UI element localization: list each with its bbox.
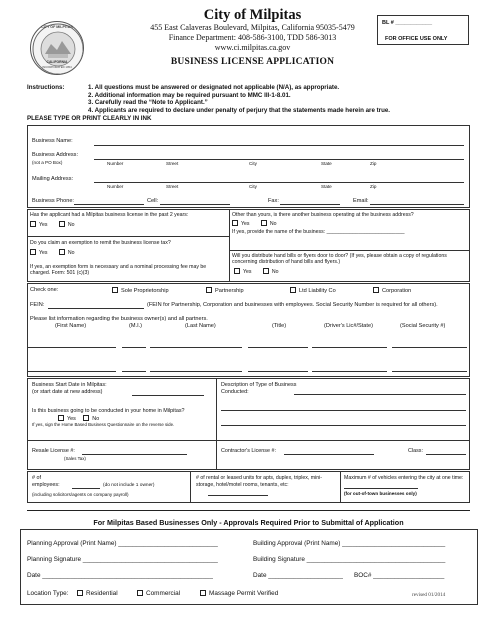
fax-label: Fax: [268, 198, 279, 204]
owner1-ssn-field[interactable] [392, 347, 467, 348]
date-right-field[interactable]: Date _____________________ [253, 572, 343, 579]
other-business-name[interactable]: If yes, provide the name of the business: ___________________________ [232, 229, 405, 235]
past-license-yes-checkbox[interactable] [30, 221, 36, 227]
no-label: No [271, 269, 279, 275]
other-business-question: Other than yours, is there another business operating at the business address? [232, 212, 414, 218]
instruction-1: 1. All questions must be answered or designated not applicable (N/A), as appropriate. [88, 84, 340, 91]
seal-text-state: CALIFORNIA [46, 60, 68, 64]
other-business-options [232, 220, 277, 227]
owner-col-license: (Driver's Lic#/State) [324, 323, 373, 329]
header [140, 7, 365, 67]
residential-checkbox[interactable] [77, 590, 83, 596]
flyers-question: Will you distribute hand bills or flyers door to door? (If yes, please obtain a copy of regulations concerning distribution of hand bills and flyers.) [232, 253, 447, 266]
seal-text-inc: INCORPORATED 1954 [42, 65, 72, 69]
home-no-checkbox[interactable] [83, 415, 89, 421]
partnership-label: Partnership [215, 288, 244, 294]
mailing-address-field[interactable] [94, 182, 464, 183]
resale-license-field[interactable] [82, 454, 187, 455]
details-vdivider [216, 378, 217, 470]
description-field-2[interactable] [221, 410, 466, 411]
business-info-section [27, 125, 470, 208]
fax-field[interactable] [280, 204, 340, 205]
print-clearly: PLEASE TYPE OR PRINT CLEARLY IN INK [27, 115, 152, 122]
no-label: No [269, 221, 277, 227]
owner1-mi-field[interactable] [122, 347, 146, 348]
form-title: BUSINESS LICENSE APPLICATION [170, 57, 335, 67]
employees-field[interactable] [72, 488, 100, 489]
revised-date: revised 01/2014 [412, 592, 446, 598]
mail-col-number-label: Number [107, 184, 124, 189]
past-license-options [30, 221, 75, 228]
yes-label: Yes [39, 250, 48, 256]
contractor-license-label: Contractor's License #: [221, 448, 276, 454]
instruction-4: 4. Applicants are required to declare under penalty of perjury that the statements made herein are true. [88, 106, 391, 114]
no-label: No [67, 250, 75, 256]
yes-label: Yes [243, 269, 252, 275]
sole-proprietorship-checkbox[interactable] [112, 287, 118, 293]
owner1-last-field[interactable] [150, 347, 242, 348]
instruction-3: 3. Carefully read the “Note to Applicant.” [88, 99, 208, 107]
contractor-license-field[interactable] [284, 454, 374, 455]
exemption-options [30, 249, 75, 256]
rental-units-label: # of rental or leased units for apts, duplex, triplex, mini-storage, hotel/motel rooms, tenants, etc: [196, 475, 323, 488]
rental-units-field[interactable] [208, 495, 268, 496]
vehicles-note: (for out-of-town businesses only) [344, 491, 417, 496]
department-phone: Finance Department: 408-586-3100, TDD 586-3013 [168, 33, 337, 42]
fein-note: (FEIN for Partnership, Corporation and businesses with employees. Social Security Number is required for all others). [147, 302, 438, 308]
exemption-question: Do you claim an exemption to remit the business license tax? [30, 240, 171, 246]
website: www.ci.milpitas.ca.gov [214, 43, 291, 52]
exemption-note: If yes, an exemption form is necessary and a nominal processing fee may be charged. Form: 501 (c)(3) [30, 264, 207, 277]
questions-hdivider-right [229, 250, 470, 251]
details-hdivider [27, 440, 470, 441]
mail-col-street-label: Street [166, 184, 179, 189]
col-state-label: State [321, 161, 332, 166]
owner-col-first: (First Name) [55, 323, 87, 329]
employees-note: (do not include 1 owner) [103, 483, 155, 488]
city-name: City of Milpitas [203, 7, 302, 23]
owner-col-mi: (M.I.) [129, 323, 143, 329]
description-field-3[interactable] [221, 425, 466, 426]
location-residential[interactable] [77, 590, 118, 597]
office-use-box [377, 15, 469, 45]
cell-field[interactable] [160, 204, 230, 205]
partnership-checkbox[interactable] [206, 287, 212, 293]
owner-col-ssn: (Social Security #) [400, 323, 446, 329]
ownership-option-partnership[interactable] [206, 287, 244, 294]
planning-approval-field[interactable]: Planning Approval (Print Name) ____________________________ [27, 540, 218, 547]
ownership-option-llc[interactable] [290, 287, 336, 294]
questions-divider [229, 209, 230, 282]
business-address-field[interactable] [94, 159, 464, 160]
commercial-checkbox[interactable] [137, 590, 143, 596]
residential-label: Residential [86, 590, 118, 597]
yes-label: Yes [39, 222, 48, 228]
description-label: Description of Type of Business Conducted: [221, 382, 297, 395]
mailing-address-label: Mailing Address: [32, 176, 74, 182]
owner1-title-field[interactable] [248, 347, 308, 348]
other-business-yes-checkbox[interactable] [232, 220, 238, 226]
mail-col-state-label: State [321, 184, 332, 189]
business-phone-field[interactable] [74, 204, 144, 205]
instructions-list [88, 84, 390, 114]
col-number-label: Number [107, 161, 124, 166]
llc-label: Ltd Liability Co [299, 288, 336, 294]
start-date-note: (or start date at new address) [32, 389, 103, 395]
sales-tax-label: (Sales Tax) [64, 456, 86, 461]
past-license-no-checkbox[interactable] [59, 221, 65, 227]
massage-permit-label: Massage Permit Verified [209, 590, 279, 597]
llc-checkbox[interactable] [290, 287, 296, 293]
owner2-first-field[interactable] [28, 371, 116, 372]
description-field-1[interactable] [294, 394, 466, 395]
employees-label: # of employees: [32, 475, 60, 488]
seal-text-top: CITY OF MILPITAS [41, 25, 73, 29]
vehicles-field[interactable] [344, 488, 418, 489]
col-zip-label: Zip [370, 161, 377, 166]
owners-instruction: Please list information regarding the business owner(s) and all partners. [30, 316, 208, 322]
check-one-label: Check one: [30, 287, 59, 293]
location-commercial[interactable] [137, 590, 180, 597]
no-label: No [92, 416, 100, 422]
flyers-yes-checkbox[interactable] [234, 268, 240, 274]
home-business-note: If yes, sign the Home Based Business Questionnaire on the reverse side. [32, 422, 175, 427]
exemption-no-checkbox[interactable] [59, 249, 65, 255]
business-name-field[interactable] [94, 145, 464, 146]
owner1-first-field[interactable] [28, 347, 116, 348]
location-type-label: Location Type: [27, 590, 69, 597]
class-label: Class: [408, 448, 423, 454]
approvals-top-rule [27, 510, 470, 511]
building-signature-field[interactable]: Building Signature _______________________________________ [253, 556, 446, 563]
class-field[interactable] [426, 454, 466, 455]
start-date-field[interactable] [132, 395, 204, 396]
planning-signature-field[interactable]: Planning Signature ______________________________________ [27, 556, 218, 563]
instructions-label: Instructions: [27, 84, 65, 91]
boc-field[interactable]: BOC# ____________________ [354, 572, 445, 579]
business-phone-label: Business Phone: [32, 198, 74, 204]
cell-label: Cell: [147, 198, 159, 204]
business-address-note: (not a PO Box) [32, 160, 63, 165]
start-date-label: Business Start Date in Milpitas: [32, 382, 107, 388]
email-field[interactable] [370, 204, 464, 205]
owner2-last-field[interactable] [150, 371, 242, 372]
employees-divider-1 [190, 471, 191, 503]
owner2-ssn-field[interactable] [392, 371, 467, 372]
yes-label: Yes [67, 416, 76, 422]
commercial-label: Commercial [146, 590, 181, 597]
owner-col-last: (Last Name) [185, 323, 216, 329]
sole-proprietorship-label: Sole Proprietorship [121, 288, 169, 294]
employees-sub-note: (including solicitors/agents on company payroll) [32, 492, 129, 497]
home-business-question: Is this business going to be conducted in your home in Milpitas? [32, 408, 185, 414]
building-approval-field[interactable]: Building Approval (Print Name) _____________________________ [253, 540, 446, 547]
questions-hdivider-left [27, 236, 229, 237]
business-address-label: Business Address: [32, 152, 79, 158]
col-street-label: Street [166, 161, 179, 166]
owner2-license-field[interactable] [312, 371, 387, 372]
mail-col-zip-label: Zip [370, 184, 377, 189]
exemption-yes-checkbox[interactable] [30, 249, 36, 255]
employees-divider-2 [340, 471, 341, 503]
ownership-section [27, 283, 470, 377]
location-massage[interactable] [200, 590, 278, 597]
owner2-title-field[interactable] [248, 371, 308, 372]
col-city-label: City [249, 161, 257, 166]
mail-col-city-label: City [249, 184, 257, 189]
owner2-mi-field[interactable] [122, 371, 146, 372]
owner-col-title: (Title) [272, 323, 287, 329]
owner1-license-field[interactable] [312, 347, 387, 348]
bl-number-label: BL # ____________ [382, 20, 433, 26]
yes-label: Yes [241, 221, 250, 227]
resale-license-label: Resale License #: [32, 448, 75, 454]
instruction-2: 2. Additional information may be required pursuant to MMC III-1-8.01. [88, 91, 291, 99]
massage-permit-checkbox[interactable] [200, 590, 206, 596]
other-business-no-checkbox[interactable] [261, 220, 267, 226]
ownership-option-sole[interactable] [112, 287, 169, 294]
home-yes-checkbox[interactable] [58, 415, 64, 421]
approvals-heading: For Milpitas Based Businesses Only - Approvals Required Prior to Submittal of Application [93, 518, 404, 527]
corporation-label: Corporation [382, 288, 412, 294]
business-name-label: Business Name: [32, 138, 73, 144]
home-business-options [58, 415, 99, 422]
date-left-field[interactable]: Date ________________________________________________ [27, 572, 213, 579]
vehicles-label: Maximum # of vehicles entering the city at one time: [344, 475, 464, 481]
fein-label: FEIN: [30, 302, 45, 308]
city-address: 455 East Calaveras Boulevard, Milpitas, California 95035-5479 [150, 23, 355, 32]
ownership-option-corporation[interactable] [373, 287, 411, 294]
flyers-options [234, 268, 279, 275]
email-label: Email: [353, 198, 369, 204]
no-label: No [67, 222, 75, 228]
corporation-checkbox[interactable] [373, 287, 379, 293]
flyers-no-checkbox[interactable] [263, 268, 269, 274]
office-use-label: FOR OFFICE USE ONLY [385, 36, 448, 42]
past-license-question: Has the applicant had a Milpitas business license in the past 2 years: [30, 212, 189, 218]
